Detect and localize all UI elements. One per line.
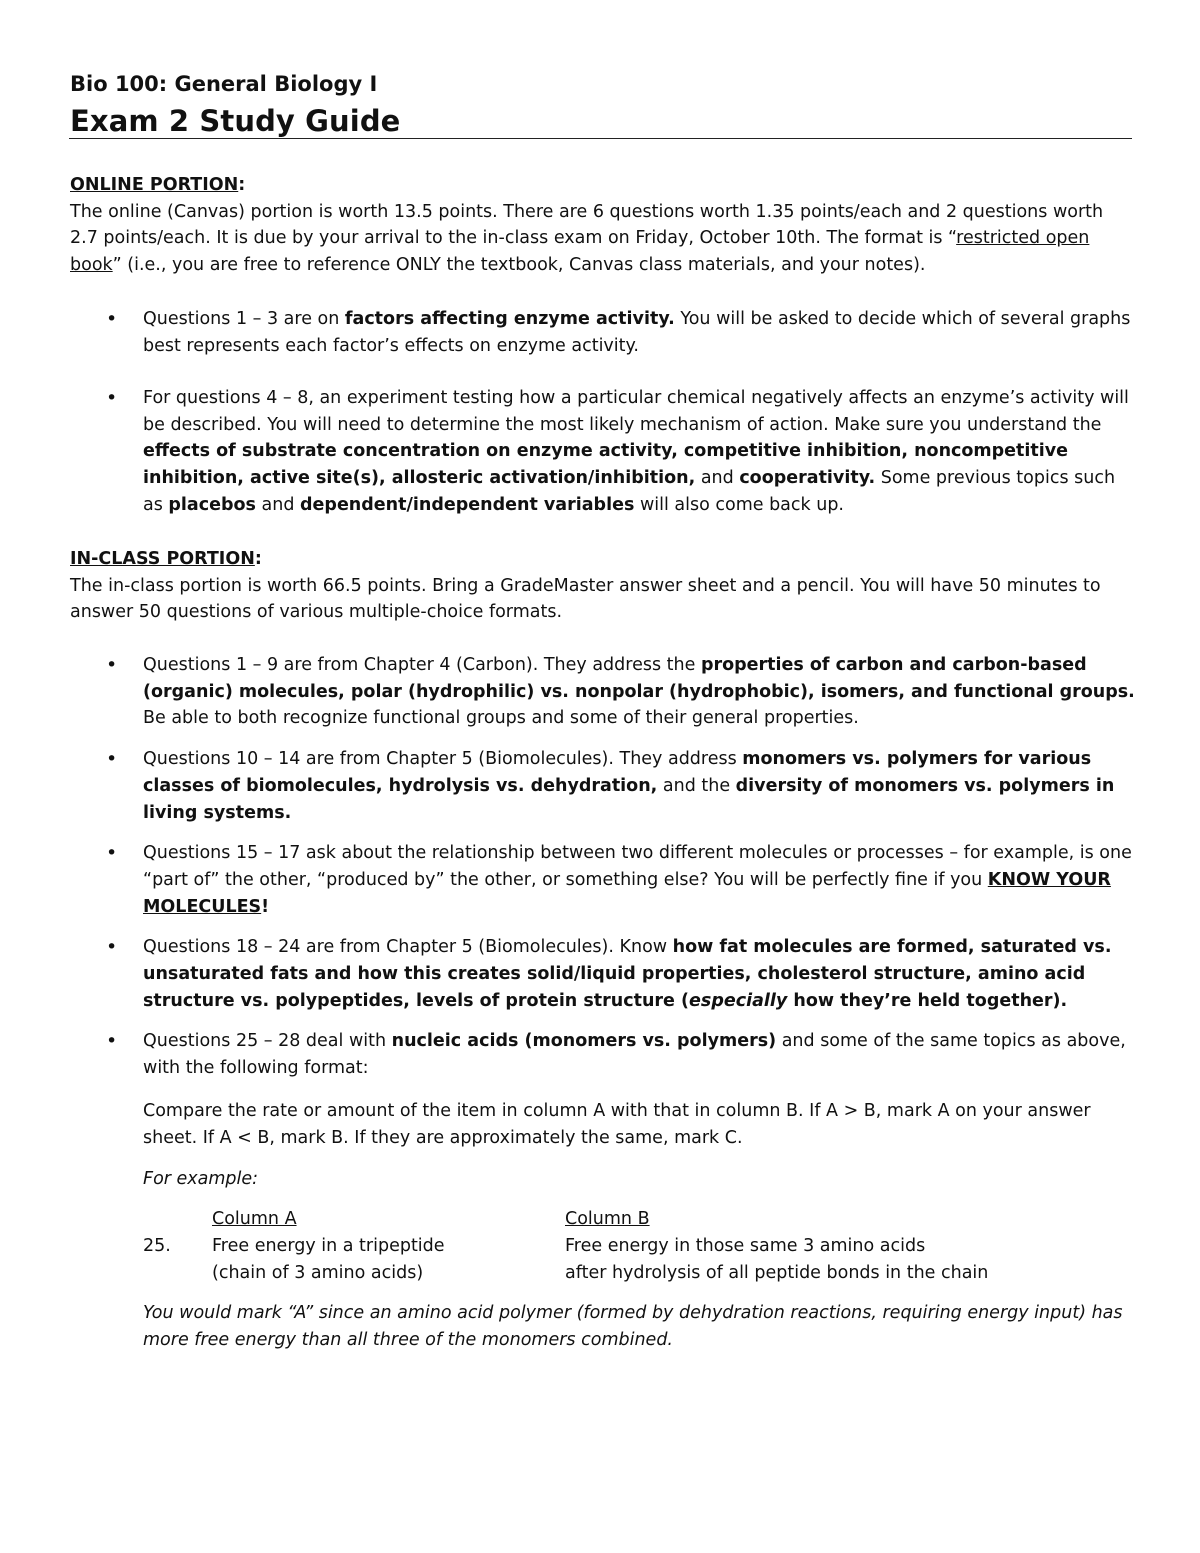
list-item: • Questions 25 – 28 deal with nucleic acids (monomers vs. polymers) and some of the same topics as above, with the following format: [106, 1030, 1126, 1079]
online-bullets-2 [70, 385, 1135, 519]
online-intro: The online (Canvas) portion is worth 13.5 points. There are 6 questions worth 1.35 points/each and 2 questions worth 2.7 points/each. It is due by your arrival to the in-class exam on Friday, October 10th. The format is “restricted open book” (i.e., you are free to reference ONLY the textbook, Canvas class materials, and your notes). [70, 201, 1104, 276]
list-item: • Questions 10 – 14 are from Chapter 5 (Biomolecules). They address monomers vs. polymers for various classes of biomolecules, hydrolysis vs. dehydration, and the diversity of monomers vs. polymers in living systems. [106, 748, 1115, 823]
column-b-header: Column B [565, 1209, 650, 1229]
list-item: • Questions 1 – 9 are from Chapter 4 (Carbon). They address the properties of carbon and carbon-based (organic) molecules, polar (hydrophilic) vs. nonpolar (hydrophobic), isomers, and functional groups. Be able to both recognize functional groups and some of their general properties. [106, 654, 1135, 729]
inclass-section [70, 546, 1135, 626]
title-divider [69, 138, 1132, 139]
for-example-label: For example: [143, 1169, 259, 1189]
example-column-a-line2: (chain of 3 amino acids) [212, 1263, 424, 1283]
bullet-icon: • [106, 936, 118, 959]
bullet-icon: • [106, 308, 118, 330]
compare-instructions: Compare the rate or amount of the item in column A with that in column B. If A > B, mark A on your answer sheet. If A < B, mark B. If they are approximately the same, mark C. [143, 1101, 1091, 1148]
online-heading: ONLINE PORTION: [70, 175, 246, 195]
bullet-icon: • [106, 748, 118, 771]
example-column-b-line1: Free energy in those same 3 amino acids [565, 1236, 926, 1256]
online-section [70, 172, 1135, 279]
example-column-b-line2: after hydrolysis of all peptide bonds in the chain [565, 1263, 989, 1283]
list-item: • For questions 4 – 8, an experiment testing how a particular chemical negatively affects an enzyme’s activity will be described. You will need to determine the most likely mechanism of action. Make sure you understand the effects of substrate concentration on enzyme activity, competitive inhibition, noncompetitive inhibition, active site(s), allosteric activation/inhibition, and cooperativity. Some previous topics such as placebos and dependent/independent variables will also come back up. [106, 387, 1129, 515]
bullet-icon: • [106, 1030, 118, 1053]
list-item: • Questions 18 – 24 are from Chapter 5 (Biomolecules). Know how fat molecules are formed, saturated vs. unsaturated fats and how this creates solid/liquid properties, cholesterol structure, amino acid structure vs. polypeptides, levels of protein structure (especially how they’re held together). [106, 936, 1112, 1011]
list-item: • Questions 15 – 17 ask about the relationship between two different molecules or processes – for example, is one “part of” the other, “produced by” the other, or something else? You will be perfectly fine if you KNOW YOUR MOLECULES! [106, 842, 1132, 917]
inclass-intro: The in-class portion is worth 66.5 points. Bring a GradeMaster answer sheet and a pencil. You will have 50 minutes to answer 50 questions of various multiple-choice formats. [70, 575, 1101, 623]
bullet-icon: • [106, 842, 118, 865]
bullet-icon: • [106, 654, 118, 676]
inclass-heading: IN-CLASS PORTION: [70, 549, 262, 569]
bullet-icon: • [106, 387, 118, 409]
example-number: 25. [143, 1236, 171, 1256]
column-a-header: Column A [212, 1209, 297, 1229]
restricted-open-book-link[interactable]: restricted open book [70, 228, 1090, 276]
example-column-a-line1: Free energy in a tripeptide [212, 1236, 445, 1256]
page-title: Exam 2 Study Guide [70, 104, 401, 138]
course-title: Bio 100: General Biology I [70, 72, 378, 96]
online-bullets [70, 306, 1135, 359]
inclass-bullets [70, 652, 1135, 1082]
example-answer-note: You would mark “A” since an amino acid polymer (formed by dehydration reactions, requiring energy input) has more free energy than all three of the monomers combined. [143, 1303, 1123, 1350]
list-item: • Questions 1 – 3 are on factors affecting enzyme activity. You will be asked to decide which of several graphs best represents each factor’s effects on enzyme activity. [106, 308, 1131, 356]
